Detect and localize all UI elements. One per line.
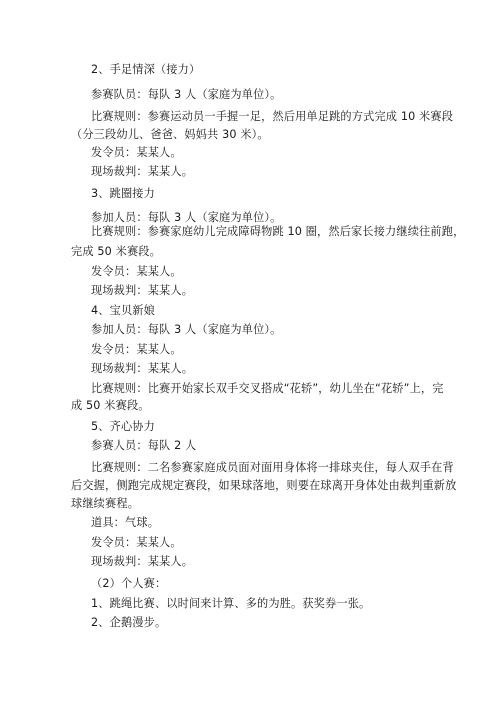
paragraph-line: 成 50 米赛段。 bbox=[71, 399, 150, 412]
paragraph-line: 完成 50 米赛段。 bbox=[71, 245, 161, 258]
paragraph-line: 发令员：某某人。 bbox=[91, 265, 182, 278]
paragraph-line: 球继续赛程。 bbox=[71, 497, 140, 510]
paragraph-line: 后交握，侧跑完成规定赛段，如果球落地，则要在球离开身体处由裁判重新放 bbox=[71, 479, 457, 492]
paragraph-line: 参赛队员：每队 3 人（家庭为单位）。 bbox=[91, 88, 282, 101]
paragraph-line: 参赛人员：每队 2 人 bbox=[91, 439, 197, 452]
paragraph-line: （分三段幼儿、爸爸、妈妈共 30 米）。 bbox=[71, 128, 269, 141]
paragraph-line: 比赛规则：比赛开始家长双手交叉搭成“花轿”，幼儿坐在“花轿”上，完 bbox=[91, 382, 444, 395]
section-heading: 2、手足情深（接力） bbox=[91, 63, 201, 76]
paragraph-line: 比赛规则：二名参赛家庭成员面对面用身体将一排球夹住，每人双手在背 bbox=[91, 461, 454, 474]
paragraph-line: 现场裁判：某某人。 bbox=[91, 362, 194, 375]
paragraph-line: 发令员：某某人。 bbox=[91, 343, 182, 356]
paragraph-line: 发令员：某某人。 bbox=[91, 536, 182, 549]
paragraph-line: 发令员：某某人。 bbox=[91, 146, 182, 159]
paragraph-line: 道具：气球。 bbox=[91, 516, 160, 529]
paragraph-line: 参加人员：每队 3 人（家庭为单位）。 bbox=[91, 323, 282, 336]
paragraph-line: 现场裁判：某某人。 bbox=[91, 284, 194, 297]
paragraph-line: 参加人员：每队 3 人（家庭为单位）。 bbox=[91, 211, 282, 224]
paragraph-line: 比赛规则：参赛家庭幼儿完成障碍物跳 10 圈，然后家长接力继续往前跑， bbox=[91, 225, 465, 238]
paragraph-line: 2、企鹅漫步。 bbox=[91, 616, 167, 629]
section-heading: 5、齐心协力 bbox=[91, 420, 155, 433]
paragraph-line: 1、跳绳比赛、以时间来计算、多的为胜。获奖券一张。 bbox=[91, 597, 371, 610]
section-heading: （2）个人赛： bbox=[91, 577, 167, 590]
paragraph-line: 现场裁判：某某人。 bbox=[91, 555, 194, 568]
paragraph-line: 现场裁判：某某人。 bbox=[91, 165, 194, 178]
section-heading: 3、跳圈接力 bbox=[91, 187, 155, 200]
paragraph-line: 比赛规则：参赛运动员一手握一足，然后用单足跳的方式完成 10 米赛段 bbox=[91, 110, 454, 123]
section-heading: 4、宝贝新娘 bbox=[91, 304, 155, 317]
